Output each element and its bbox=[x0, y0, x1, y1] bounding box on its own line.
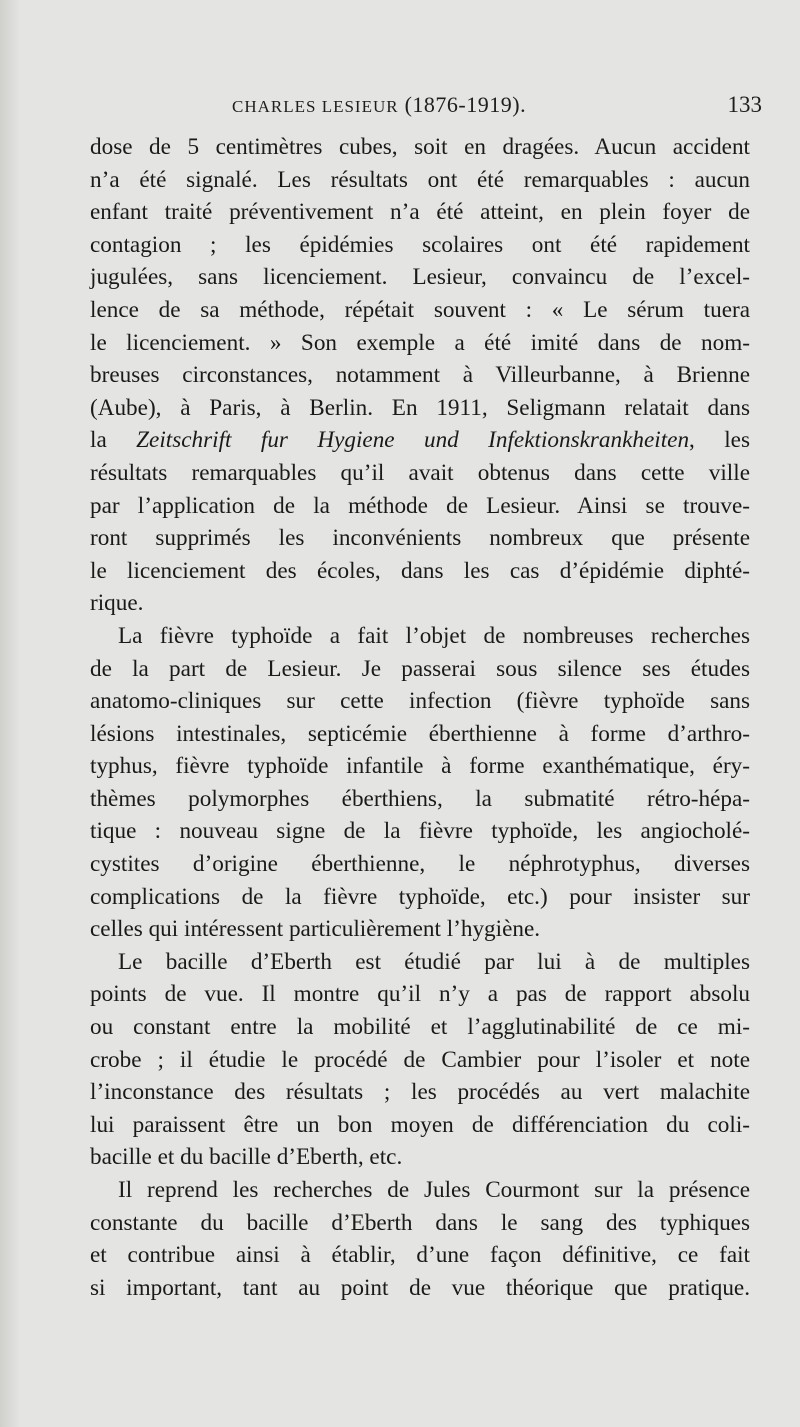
body-text bbox=[90, 131, 750, 1304]
text-line: tique : nouveau signe de la fièvre typhoïde, les angiocholé- bbox=[90, 818, 750, 845]
text-line: lui paraissent être un bon moyen de différenciation du coli- bbox=[90, 1111, 750, 1138]
text-line: rique. bbox=[90, 590, 144, 617]
text-line: dose de 5 centimètres cubes, soit en dragées. Aucun accident bbox=[90, 134, 750, 160]
text-line: points de vue. Il montre qu’il n’y a pas de rapport absolu bbox=[90, 981, 750, 1008]
running-title-name: CHARLES LESIEUR bbox=[232, 97, 399, 116]
text-line: enfant traité préventivement n’a été atteint, en plein foyer de bbox=[90, 199, 750, 226]
text-line: cystites d’origine éberthienne, le néphrotyphus, diverses bbox=[90, 851, 750, 878]
text-line: La fièvre typhoïde a fait l’objet de nombreuses recherches bbox=[118, 622, 750, 649]
text-line: résultats remarquables qu’il avait obtenus dans cette ville bbox=[90, 459, 750, 486]
running-head bbox=[0, 92, 800, 132]
text-line: bacille et du bacille d’Eberth, etc. bbox=[90, 1144, 403, 1171]
text-line: n’a été signalé. Les résultats ont été remarquables : aucun bbox=[90, 166, 750, 193]
text-line: de la part de Lesieur. Je passerai sous silence ses études bbox=[90, 655, 750, 682]
text-line: si important, tant au point de vue théorique que pratique. bbox=[90, 1274, 750, 1301]
text-line: lence de sa méthode, répétait souvent : « Le sérum tuera bbox=[90, 296, 750, 323]
text-line: complications de la fièvre typhoïde, etc.) pour insister sur bbox=[90, 883, 750, 910]
running-title bbox=[232, 92, 526, 118]
text-line: par l’application de la méthode de Lesieur. Ainsi se trouve- bbox=[90, 492, 750, 519]
text-line: breuses circonstances, notamment à Villeurbanne, à Brienne bbox=[90, 362, 750, 389]
text-fragment: , les bbox=[689, 427, 750, 454]
text-line: celles qui intéressent particulièrement l’hygiène. bbox=[90, 916, 541, 943]
text-line: contagion ; les épidémies scolaires ont été rapidement bbox=[90, 231, 750, 258]
text-line: crobe ; il étudie le procédé de Cambier pour l’isoler et note bbox=[90, 1046, 750, 1073]
text-line: l’inconstance des résultats ; les procédés au vert malachite bbox=[90, 1079, 750, 1106]
text-line: (Aube), à Paris, à Berlin. En 1911, Seligmann relatait dans bbox=[90, 394, 750, 421]
text-line: anatomo-cliniques sur cette infection (fièvre typhoïde sans bbox=[90, 688, 750, 715]
text-line: et contribue ainsi à établir, d’une façon définitive, ce fait bbox=[90, 1242, 750, 1269]
text-line: lésions intestinales, septicémie éberthienne à forme d’arthro- bbox=[90, 720, 750, 747]
page-number: 133 bbox=[727, 92, 762, 117]
text-line-with-italic bbox=[90, 424, 750, 457]
text-line: Il reprend les recherches de Jules Courmont sur la présence bbox=[118, 1177, 750, 1203]
text-line: jugulées, sans licenciement. Lesieur, convaincu de l’excel- bbox=[90, 264, 750, 291]
text-line: ou constant entre la mobilité et l’agglutinabilité de ce mi- bbox=[90, 1014, 750, 1041]
text-line: thèmes polymorphes éberthiens, la submatité rétro-hépa- bbox=[90, 785, 750, 812]
text-line: le licenciement des écoles, dans les cas d’épidémie diphté- bbox=[90, 557, 750, 584]
text-line: le licenciement. » Son exemple a été imité dans de nom- bbox=[90, 329, 750, 356]
journal-title: Zeitschrift fur Hygiene und Infektionskrankheiten bbox=[136, 427, 690, 454]
text-fragment: la bbox=[90, 427, 137, 454]
page-gutter-shadow bbox=[0, 0, 20, 1427]
text-line: Le bacille d’Eberth est étudié par lui à de multiples bbox=[118, 948, 750, 975]
text-line: ront supprimés les inconvénients nombreux que présente bbox=[90, 525, 750, 552]
text-line: typhus, fièvre typhoïde infantile à forme exanthématique, éry- bbox=[90, 753, 750, 780]
text-line: constante du bacille d’Eberth dans le sang des typhiques bbox=[90, 1209, 750, 1236]
running-title-dates: (1876-1919). bbox=[404, 92, 527, 117]
